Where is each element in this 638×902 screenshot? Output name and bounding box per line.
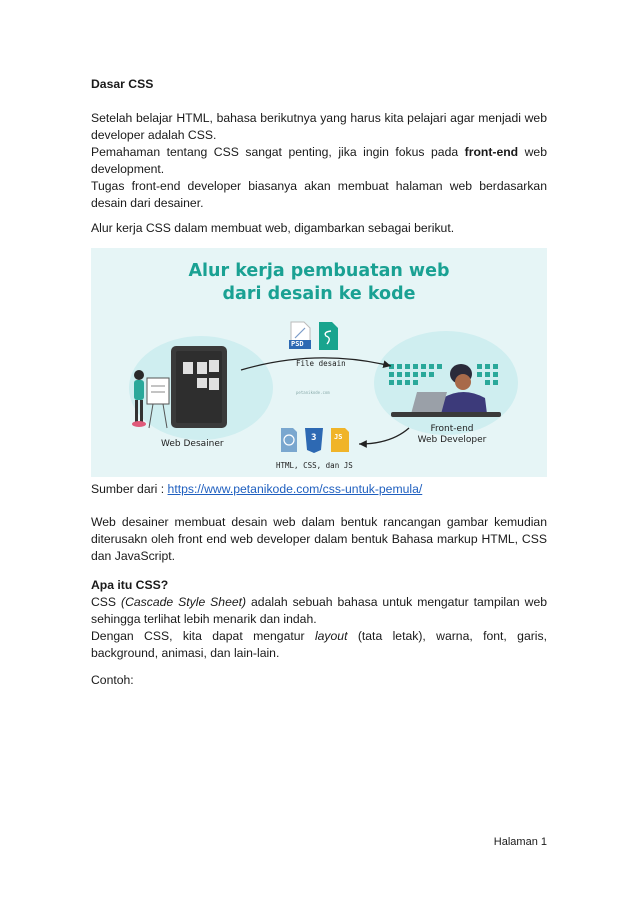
file-desain-label: File desain [296, 359, 346, 368]
workflow-illustration [91, 248, 547, 477]
css-capabilities [91, 628, 547, 662]
intro-p2-start: Pemahaman tentang CSS sangat penting, jika ingin fokus pada [91, 145, 465, 159]
frontend-term: front-end [464, 145, 519, 159]
intro-paragraph-1: Setelah belajar HTML, bahasa berikutnya yang harus kita pelajari agar menjadi web developer adalah CSS. [91, 111, 547, 142]
css-expansion: (Cascade Style Sheet) [121, 595, 247, 609]
page-number: Halaman 1 [493, 836, 547, 848]
web-desainer-label: Web Desainer [161, 439, 224, 449]
css-cap-start: Dengan CSS, kita dapat mengatur [91, 629, 315, 643]
html-file-icon [281, 428, 297, 452]
frontend-developer-label [417, 424, 487, 446]
css-badge: 3 [311, 433, 317, 443]
languages-label: HTML, CSS, dan JS [276, 461, 353, 470]
watermark: petanikode.com [296, 390, 330, 395]
figure-title-line-1: Alur kerja pembuatan web [188, 261, 450, 281]
source-label: Sumber dari : [91, 482, 168, 496]
frontend-label-line-2: Web Developer [417, 435, 487, 445]
web-designer-illustration [129, 336, 273, 440]
css-definition [91, 594, 547, 628]
figure-title-line-2: dari desain ke kode [222, 284, 416, 304]
css-def-start: CSS [91, 595, 122, 609]
section-heading: Dasar CSS [91, 77, 154, 91]
intro-paragraph-3: Tugas front-end developer biasanya akan membuat halaman web berdasarkan desain dari desainer. [91, 179, 547, 210]
source-line [91, 481, 547, 498]
contoh-label: Contoh: [91, 673, 134, 687]
psd-label: PSD [291, 340, 304, 348]
sketch-file-icon [319, 322, 338, 350]
css-def-end: adalah sebuah bahasa untuk mengatur tampilan web sehingga terlihat lebih menarik dan indah. [91, 595, 547, 626]
intro-block [91, 110, 547, 212]
what-is-css-block [91, 594, 547, 662]
intro-p2-end: web development. [91, 145, 547, 176]
description-paragraph: Web desainer membuat desain web dalam bentuk rancangan gambar kemudian diterusakn oleh front end web developer dalam bentuk Bahasa markup HTML, CSS dan JavaScript. [91, 515, 547, 563]
frontend-developer-illustration [374, 331, 518, 435]
workflow-intro: Alur kerja CSS dalam membuat web, digambarkan sebagai berikut. [91, 221, 455, 235]
layout-term: layout [314, 629, 348, 643]
intro-paragraph-2 [91, 144, 547, 178]
css-cap-end: (tata letak), warna, font, garis, background, animasi, dan lain-lain. [91, 629, 547, 660]
source-link[interactable]: https://www.petanikode.com/css-untuk-pemula/ [167, 482, 423, 496]
frontend-label-line-1: Front-end [430, 424, 474, 434]
subheading-what-is-css: Apa itu CSS? [91, 578, 169, 592]
js-badge: JS [334, 433, 343, 441]
